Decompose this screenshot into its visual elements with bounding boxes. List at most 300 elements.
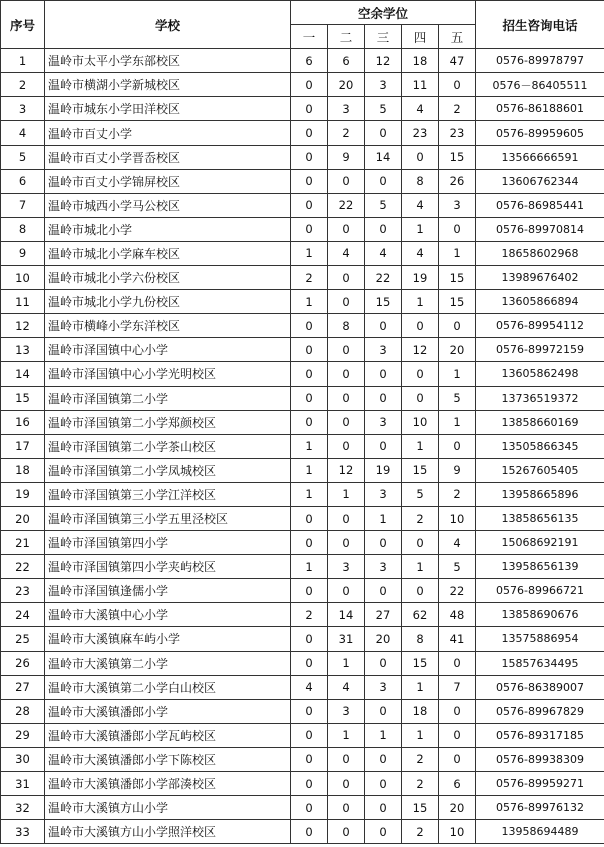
cell-grade-2: 4 xyxy=(328,241,365,265)
cell-grade-3: 20 xyxy=(365,627,402,651)
table-row xyxy=(1,97,604,121)
cell-grade-4: 2 xyxy=(402,747,439,771)
cell-seq: 27 xyxy=(1,675,45,699)
cell-seq: 1 xyxy=(1,49,45,73)
cell-grade-2: 0 xyxy=(328,796,365,820)
cell-grade-5: 0 xyxy=(439,747,476,771)
cell-grade-5: 6 xyxy=(439,772,476,796)
cell-grade-1: 0 xyxy=(291,169,328,193)
cell-school: 温岭市城东小学田洋校区 xyxy=(45,97,291,121)
cell-grade-3: 0 xyxy=(365,531,402,555)
cell-grade-2: 12 xyxy=(328,458,365,482)
cell-seq: 8 xyxy=(1,217,45,241)
cell-seq: 19 xyxy=(1,482,45,506)
cell-phone: 0576-89938309 xyxy=(476,747,604,771)
header-grade-5: 五 xyxy=(439,25,476,49)
cell-grade-2: 31 xyxy=(328,627,365,651)
cell-grade-3: 19 xyxy=(365,458,402,482)
cell-grade-4: 5 xyxy=(402,482,439,506)
cell-grade-4: 0 xyxy=(402,145,439,169)
cell-seq: 32 xyxy=(1,796,45,820)
cell-seq: 31 xyxy=(1,772,45,796)
cell-grade-3: 0 xyxy=(365,169,402,193)
cell-grade-4: 2 xyxy=(402,772,439,796)
cell-grade-1: 0 xyxy=(291,97,328,121)
cell-grade-3: 3 xyxy=(365,675,402,699)
table-row xyxy=(1,820,604,844)
cell-grade-2: 4 xyxy=(328,675,365,699)
table-row xyxy=(1,386,604,410)
cell-grade-5: 7 xyxy=(439,675,476,699)
cell-grade-2: 3 xyxy=(328,555,365,579)
cell-grade-5: 48 xyxy=(439,603,476,627)
cell-grade-5: 0 xyxy=(439,314,476,338)
cell-grade-4: 1 xyxy=(402,555,439,579)
cell-school: 温岭市大溪镇潘郎小学瓦屿校区 xyxy=(45,723,291,747)
cell-grade-4: 23 xyxy=(402,121,439,145)
cell-grade-3: 3 xyxy=(365,73,402,97)
cell-school: 温岭市大溪镇方山小学照洋校区 xyxy=(45,820,291,844)
cell-school: 温岭市大溪镇潘郎小学 xyxy=(45,699,291,723)
cell-grade-5: 15 xyxy=(439,145,476,169)
cell-grade-3: 0 xyxy=(365,796,402,820)
cell-grade-5: 22 xyxy=(439,579,476,603)
cell-grade-1: 0 xyxy=(291,386,328,410)
cell-grade-1: 6 xyxy=(291,49,328,73)
cell-grade-4: 18 xyxy=(402,49,439,73)
table-row xyxy=(1,145,604,169)
cell-grade-5: 10 xyxy=(439,506,476,530)
cell-phone: 15068692191 xyxy=(476,531,604,555)
cell-grade-2: 0 xyxy=(328,772,365,796)
cell-grade-2: 14 xyxy=(328,603,365,627)
cell-school: 温岭市泽国镇第二小学茶山校区 xyxy=(45,434,291,458)
cell-grade-1: 0 xyxy=(291,796,328,820)
cell-grade-2: 0 xyxy=(328,217,365,241)
header-grade-3: 三 xyxy=(365,25,402,49)
cell-grade-5: 1 xyxy=(439,241,476,265)
cell-grade-4: 1 xyxy=(402,290,439,314)
cell-school: 温岭市城西小学马公校区 xyxy=(45,193,291,217)
cell-phone: 0576-89976132 xyxy=(476,796,604,820)
cell-grade-2: 1 xyxy=(328,482,365,506)
cell-grade-1: 0 xyxy=(291,699,328,723)
cell-seq: 14 xyxy=(1,362,45,386)
cell-school: 温岭市大溪镇第二小学白山校区 xyxy=(45,675,291,699)
table-row xyxy=(1,434,604,458)
cell-grade-3: 27 xyxy=(365,603,402,627)
cell-school: 温岭市泽国镇第四小学 xyxy=(45,531,291,555)
cell-grade-1: 0 xyxy=(291,314,328,338)
cell-grade-4: 19 xyxy=(402,266,439,290)
cell-grade-3: 4 xyxy=(365,241,402,265)
cell-grade-4: 0 xyxy=(402,531,439,555)
table-row xyxy=(1,169,604,193)
cell-seq: 12 xyxy=(1,314,45,338)
header-seq: 序号 xyxy=(1,1,45,49)
table-row xyxy=(1,531,604,555)
cell-grade-5: 20 xyxy=(439,338,476,362)
cell-seq: 15 xyxy=(1,386,45,410)
table-body xyxy=(1,49,604,844)
table-row xyxy=(1,555,604,579)
cell-grade-5: 4 xyxy=(439,531,476,555)
cell-grade-2: 0 xyxy=(328,531,365,555)
cell-school: 温岭市城北小学九份校区 xyxy=(45,290,291,314)
cell-seq: 4 xyxy=(1,121,45,145)
table-row xyxy=(1,410,604,434)
cell-grade-4: 12 xyxy=(402,338,439,362)
table-row xyxy=(1,699,604,723)
cell-grade-4: 4 xyxy=(402,241,439,265)
cell-grade-3: 1 xyxy=(365,723,402,747)
table-row xyxy=(1,675,604,699)
cell-school: 温岭市大溪镇方山小学 xyxy=(45,796,291,820)
cell-seq: 11 xyxy=(1,290,45,314)
cell-grade-3: 0 xyxy=(365,747,402,771)
table-row xyxy=(1,772,604,796)
cell-phone: 13858660169 xyxy=(476,410,604,434)
cell-grade-5: 0 xyxy=(439,217,476,241)
cell-grade-2: 2 xyxy=(328,121,365,145)
cell-seq: 28 xyxy=(1,699,45,723)
cell-school: 温岭市太平小学东部校区 xyxy=(45,49,291,73)
cell-grade-3: 14 xyxy=(365,145,402,169)
cell-phone: 0576-89966721 xyxy=(476,579,604,603)
cell-grade-4: 10 xyxy=(402,410,439,434)
cell-grade-5: 2 xyxy=(439,482,476,506)
cell-grade-4: 0 xyxy=(402,362,439,386)
cell-grade-2: 0 xyxy=(328,506,365,530)
cell-school: 温岭市横峰小学东洋校区 xyxy=(45,314,291,338)
cell-phone: 0576-89959271 xyxy=(476,772,604,796)
cell-grade-1: 0 xyxy=(291,362,328,386)
cell-grade-3: 0 xyxy=(365,579,402,603)
cell-grade-5: 0 xyxy=(439,699,476,723)
table-row xyxy=(1,121,604,145)
table-row xyxy=(1,603,604,627)
cell-grade-1: 0 xyxy=(291,506,328,530)
cell-phone: 0576-89970814 xyxy=(476,217,604,241)
cell-seq: 7 xyxy=(1,193,45,217)
table-row xyxy=(1,217,604,241)
cell-grade-3: 5 xyxy=(365,193,402,217)
cell-phone: 13736519372 xyxy=(476,386,604,410)
cell-grade-1: 2 xyxy=(291,603,328,627)
cell-grade-5: 47 xyxy=(439,49,476,73)
cell-grade-2: 0 xyxy=(328,169,365,193)
cell-grade-3: 0 xyxy=(365,362,402,386)
cell-seq: 26 xyxy=(1,651,45,675)
cell-phone: 13566666591 xyxy=(476,145,604,169)
cell-grade-1: 1 xyxy=(291,434,328,458)
cell-phone: 13958656139 xyxy=(476,555,604,579)
cell-phone: 15857634495 xyxy=(476,651,604,675)
cell-grade-1: 0 xyxy=(291,627,328,651)
cell-grade-4: 15 xyxy=(402,796,439,820)
cell-grade-1: 4 xyxy=(291,675,328,699)
cell-grade-4: 0 xyxy=(402,579,439,603)
cell-grade-5: 3 xyxy=(439,193,476,217)
cell-seq: 3 xyxy=(1,97,45,121)
cell-grade-1: 2 xyxy=(291,266,328,290)
cell-school: 温岭市泽国镇第四小学夹屿校区 xyxy=(45,555,291,579)
cell-phone: 18658602968 xyxy=(476,241,604,265)
cell-grade-3: 0 xyxy=(365,121,402,145)
cell-grade-5: 2 xyxy=(439,97,476,121)
cell-grade-4: 8 xyxy=(402,627,439,651)
cell-grade-4: 62 xyxy=(402,603,439,627)
cell-phone: 0576-89954112 xyxy=(476,314,604,338)
cell-grade-1: 0 xyxy=(291,747,328,771)
table-row xyxy=(1,506,604,530)
cell-grade-1: 0 xyxy=(291,410,328,434)
cell-grade-4: 11 xyxy=(402,73,439,97)
cell-seq: 30 xyxy=(1,747,45,771)
cell-phone: 0576-86985441 xyxy=(476,193,604,217)
cell-school: 温岭市大溪镇第二小学 xyxy=(45,651,291,675)
table-row xyxy=(1,241,604,265)
cell-grade-5: 26 xyxy=(439,169,476,193)
cell-grade-2: 3 xyxy=(328,699,365,723)
cell-grade-2: 22 xyxy=(328,193,365,217)
cell-grade-5: 23 xyxy=(439,121,476,145)
cell-grade-5: 20 xyxy=(439,796,476,820)
header-school: 学校 xyxy=(45,1,291,49)
cell-grade-1: 1 xyxy=(291,290,328,314)
cell-grade-3: 0 xyxy=(365,386,402,410)
cell-grade-1: 0 xyxy=(291,723,328,747)
cell-grade-1: 1 xyxy=(291,482,328,506)
cell-phone: 13575886954 xyxy=(476,627,604,651)
cell-grade-5: 15 xyxy=(439,266,476,290)
table-row xyxy=(1,338,604,362)
cell-grade-1: 0 xyxy=(291,338,328,362)
cell-school: 温岭市泽国镇第二小学 xyxy=(45,386,291,410)
cell-school: 温岭市泽国镇中心小学光明校区 xyxy=(45,362,291,386)
table-row xyxy=(1,796,604,820)
table-row xyxy=(1,482,604,506)
cell-grade-1: 0 xyxy=(291,217,328,241)
cell-school: 温岭市泽国镇中心小学 xyxy=(45,338,291,362)
cell-phone: 13958694489 xyxy=(476,820,604,844)
cell-grade-1: 0 xyxy=(291,651,328,675)
cell-phone: 13858690676 xyxy=(476,603,604,627)
header-grade-1: 一 xyxy=(291,25,328,49)
cell-grade-3: 12 xyxy=(365,49,402,73)
cell-grade-2: 0 xyxy=(328,410,365,434)
cell-grade-2: 1 xyxy=(328,723,365,747)
cell-grade-5: 1 xyxy=(439,410,476,434)
cell-phone: 13505866345 xyxy=(476,434,604,458)
cell-grade-3: 1 xyxy=(365,506,402,530)
cell-grade-4: 1 xyxy=(402,723,439,747)
cell-seq: 25 xyxy=(1,627,45,651)
cell-phone: 13605862498 xyxy=(476,362,604,386)
cell-seq: 21 xyxy=(1,531,45,555)
cell-grade-1: 0 xyxy=(291,121,328,145)
cell-grade-5: 41 xyxy=(439,627,476,651)
cell-grade-5: 0 xyxy=(439,723,476,747)
cell-grade-1: 0 xyxy=(291,531,328,555)
cell-grade-4: 2 xyxy=(402,820,439,844)
header-row xyxy=(1,1,604,25)
cell-seq: 10 xyxy=(1,266,45,290)
cell-school: 温岭市泽国镇第二小学凤城校区 xyxy=(45,458,291,482)
cell-grade-3: 3 xyxy=(365,338,402,362)
cell-seq: 22 xyxy=(1,555,45,579)
table-row xyxy=(1,266,604,290)
table-row xyxy=(1,73,604,97)
cell-seq: 5 xyxy=(1,145,45,169)
cell-phone: 0576-86188601 xyxy=(476,97,604,121)
cell-grade-2: 6 xyxy=(328,49,365,73)
cell-grade-4: 15 xyxy=(402,458,439,482)
cell-phone: 0576-89317185 xyxy=(476,723,604,747)
cell-seq: 23 xyxy=(1,579,45,603)
cell-seq: 29 xyxy=(1,723,45,747)
cell-grade-2: 0 xyxy=(328,266,365,290)
cell-grade-3: 0 xyxy=(365,699,402,723)
cell-grade-2: 0 xyxy=(328,338,365,362)
cell-grade-5: 15 xyxy=(439,290,476,314)
cell-grade-2: 1 xyxy=(328,651,365,675)
cell-grade-1: 0 xyxy=(291,820,328,844)
cell-phone: 0576-89978797 xyxy=(476,49,604,73)
cell-phone: 13958665896 xyxy=(476,482,604,506)
cell-phone: 0576-86389007 xyxy=(476,675,604,699)
cell-grade-3: 0 xyxy=(365,772,402,796)
cell-grade-2: 0 xyxy=(328,290,365,314)
cell-seq: 20 xyxy=(1,506,45,530)
cell-seq: 9 xyxy=(1,241,45,265)
header-grade-4: 四 xyxy=(402,25,439,49)
cell-school: 温岭市泽国镇逢儒小学 xyxy=(45,579,291,603)
cell-grade-4: 8 xyxy=(402,169,439,193)
cell-grade-4: 1 xyxy=(402,675,439,699)
header-grade-2: 二 xyxy=(328,25,365,49)
cell-grade-3: 0 xyxy=(365,217,402,241)
table-row xyxy=(1,314,604,338)
table-row xyxy=(1,723,604,747)
table-row xyxy=(1,362,604,386)
cell-grade-3: 0 xyxy=(365,314,402,338)
cell-grade-2: 9 xyxy=(328,145,365,169)
table-row xyxy=(1,579,604,603)
cell-school: 温岭市大溪镇中心小学 xyxy=(45,603,291,627)
cell-grade-2: 0 xyxy=(328,386,365,410)
cell-phone: 0576-89959605 xyxy=(476,121,604,145)
cell-grade-2: 0 xyxy=(328,820,365,844)
cell-grade-5: 5 xyxy=(439,555,476,579)
cell-grade-1: 0 xyxy=(291,193,328,217)
cell-grade-5: 5 xyxy=(439,386,476,410)
cell-school: 温岭市城北小学 xyxy=(45,217,291,241)
cell-seq: 2 xyxy=(1,73,45,97)
cell-grade-3: 5 xyxy=(365,97,402,121)
cell-grade-1: 1 xyxy=(291,555,328,579)
cell-phone: 0576－86405511 xyxy=(476,73,604,97)
cell-grade-5: 0 xyxy=(439,73,476,97)
cell-school: 温岭市横湖小学新城校区 xyxy=(45,73,291,97)
cell-grade-2: 0 xyxy=(328,579,365,603)
cell-grade-3: 3 xyxy=(365,555,402,579)
cell-seq: 33 xyxy=(1,820,45,844)
header-vacancy: 空余学位 xyxy=(291,1,476,25)
cell-grade-1: 0 xyxy=(291,145,328,169)
cell-grade-2: 20 xyxy=(328,73,365,97)
cell-grade-5: 0 xyxy=(439,651,476,675)
cell-school: 温岭市百丈小学晋岙校区 xyxy=(45,145,291,169)
cell-grade-3: 0 xyxy=(365,651,402,675)
cell-school: 温岭市大溪镇潘郎小学部湊校区 xyxy=(45,772,291,796)
cell-school: 温岭市城北小学麻车校区 xyxy=(45,241,291,265)
cell-seq: 13 xyxy=(1,338,45,362)
table-row xyxy=(1,458,604,482)
cell-grade-5: 10 xyxy=(439,820,476,844)
cell-grade-2: 0 xyxy=(328,747,365,771)
cell-grade-4: 1 xyxy=(402,217,439,241)
cell-grade-3: 3 xyxy=(365,482,402,506)
cell-school: 温岭市大溪镇潘郎小学下陈校区 xyxy=(45,747,291,771)
cell-phone: 15267605405 xyxy=(476,458,604,482)
cell-school: 温岭市城北小学六份校区 xyxy=(45,266,291,290)
cell-grade-2: 8 xyxy=(328,314,365,338)
cell-seq: 18 xyxy=(1,458,45,482)
cell-grade-3: 15 xyxy=(365,290,402,314)
cell-school: 温岭市泽国镇第三小学五里泾校区 xyxy=(45,506,291,530)
table-row xyxy=(1,651,604,675)
cell-seq: 24 xyxy=(1,603,45,627)
cell-school: 温岭市大溪镇麻车屿小学 xyxy=(45,627,291,651)
cell-grade-4: 1 xyxy=(402,434,439,458)
cell-grade-2: 0 xyxy=(328,362,365,386)
cell-seq: 16 xyxy=(1,410,45,434)
header-phone: 招生咨询电话 xyxy=(476,1,604,49)
cell-grade-4: 15 xyxy=(402,651,439,675)
cell-seq: 6 xyxy=(1,169,45,193)
cell-grade-2: 3 xyxy=(328,97,365,121)
cell-grade-4: 18 xyxy=(402,699,439,723)
cell-grade-5: 0 xyxy=(439,434,476,458)
cell-phone: 13858656135 xyxy=(476,506,604,530)
cell-grade-1: 0 xyxy=(291,579,328,603)
cell-grade-1: 1 xyxy=(291,241,328,265)
cell-grade-4: 0 xyxy=(402,314,439,338)
table-row xyxy=(1,49,604,73)
cell-school: 温岭市百丈小学 xyxy=(45,121,291,145)
cell-phone: 13606762344 xyxy=(476,169,604,193)
table-row xyxy=(1,193,604,217)
cell-grade-4: 4 xyxy=(402,193,439,217)
cell-grade-3: 0 xyxy=(365,820,402,844)
cell-grade-3: 22 xyxy=(365,266,402,290)
cell-grade-3: 0 xyxy=(365,434,402,458)
cell-phone: 0576-89967829 xyxy=(476,699,604,723)
cell-grade-3: 3 xyxy=(365,410,402,434)
cell-phone: 13605866894 xyxy=(476,290,604,314)
cell-grade-2: 0 xyxy=(328,434,365,458)
cell-school: 温岭市泽国镇第二小学郑颜校区 xyxy=(45,410,291,434)
cell-phone: 0576-89972159 xyxy=(476,338,604,362)
cell-grade-5: 9 xyxy=(439,458,476,482)
cell-school: 温岭市泽国镇第三小学江洋校区 xyxy=(45,482,291,506)
table-row xyxy=(1,747,604,771)
cell-school: 温岭市百丈小学锦屏校区 xyxy=(45,169,291,193)
cell-grade-1: 1 xyxy=(291,458,328,482)
table-row xyxy=(1,290,604,314)
table-row xyxy=(1,627,604,651)
